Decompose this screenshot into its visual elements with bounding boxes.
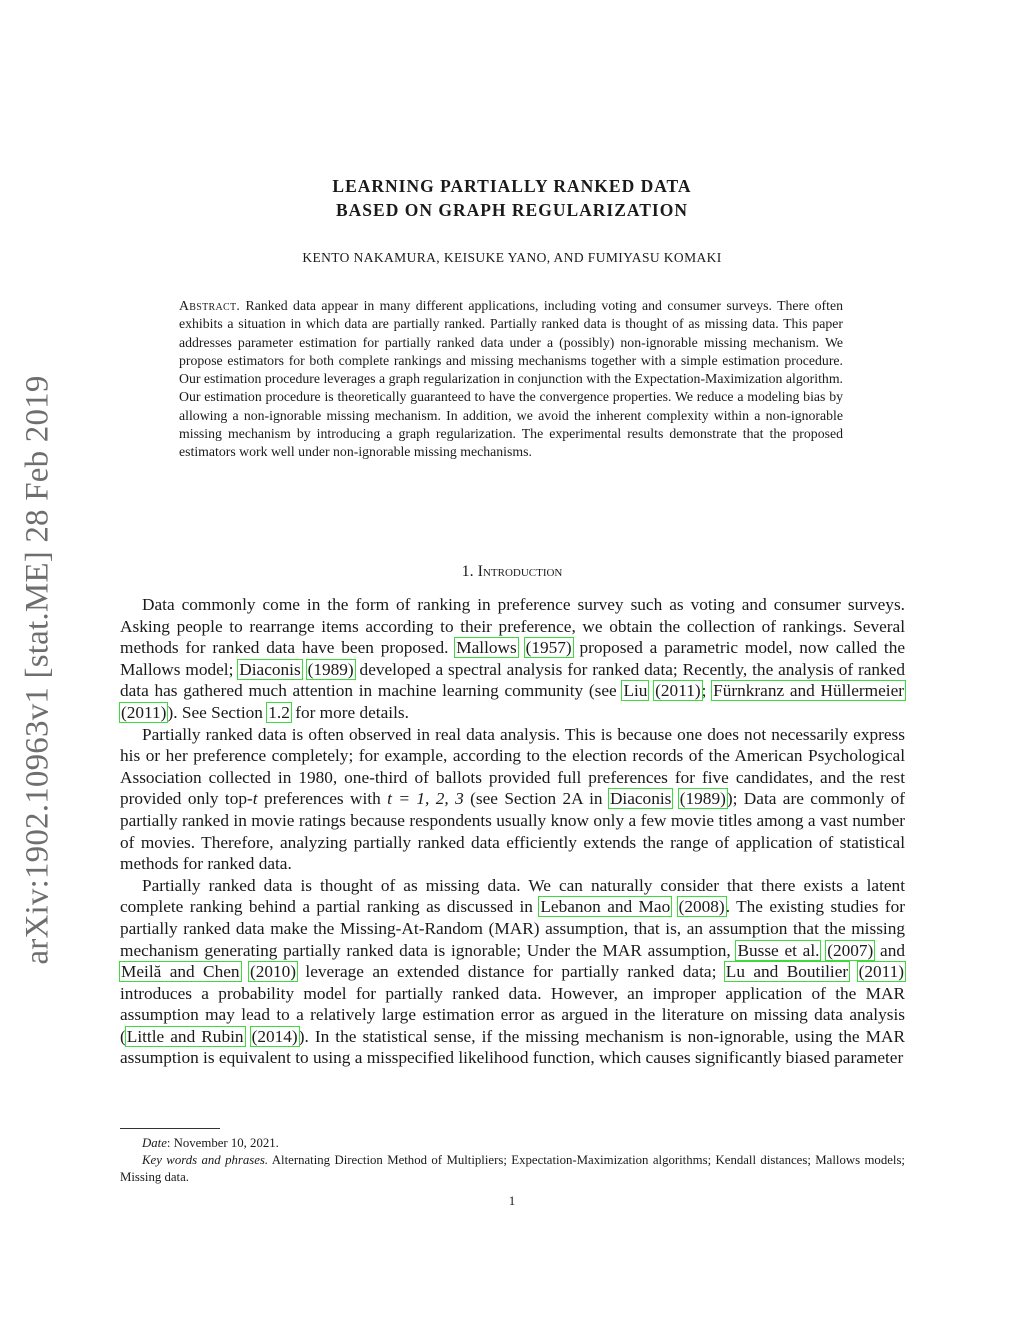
citation-link[interactable]: Lu and Boutilier xyxy=(725,962,849,982)
citation-link[interactable]: Diaconis xyxy=(239,659,301,679)
text-run: ); Data are commonly of partially ranked in movie ratings because respondents usually know only a few movie titles among a vast number of movies. Therefore, analyzing partially ranked data efficiently extends the range of application of statistical methods for ranked data. xyxy=(120,789,905,874)
math-variable: t xyxy=(252,789,258,809)
text-run: preferences with xyxy=(257,789,388,809)
text-run: developed a spectral analysis for ranked data; Recently, the analysis of ranked data has gathered much attention in machine learning community (see xyxy=(120,659,905,701)
footnote-date xyxy=(120,1135,905,1152)
citation-year-link[interactable]: (1989) xyxy=(307,659,354,679)
citation-year-link[interactable]: (2014) xyxy=(251,1026,298,1046)
text-run: introduces a probability model for partially ranked data. However, an improper application of the MAR assumption may lead to a relatively large estimation error as argued in the literature on missing data analysis ( xyxy=(120,983,905,1046)
citation-year-link[interactable]: (2011) xyxy=(655,681,701,701)
author-list: KENTO NAKAMURA, KEISUKE YANO, AND FUMIYASU KOMAKI xyxy=(302,250,722,265)
text-run: (see Section 2A in xyxy=(463,789,609,809)
keywords-label: Key words and phrases. xyxy=(142,1153,269,1167)
keywords-value: Alternating Direction Method of Multipliers; Expectation-Maximization algorithms; Kendall distances; Mallows models; Missing data. xyxy=(120,1153,905,1184)
citation-year-link[interactable]: (2010) xyxy=(249,962,297,982)
text-run: ). In the statistical sense, if the missing mechanism is non-ignorable, using the MAR assumption is equivalent to using a misspecified likelihood function, which causes significantly biased parameter xyxy=(120,1026,905,1068)
text-run: Partially ranked data is thought of as missing data. We can naturally consider that there exists a latent complete ranking behind a partial ranking as discussed in xyxy=(120,875,905,917)
citation-link[interactable]: Lebanon and Mao xyxy=(540,897,671,917)
date-label: Date xyxy=(142,1136,167,1150)
citation-link[interactable]: Meilă and Chen xyxy=(121,962,240,982)
section-title: Introduction xyxy=(477,563,563,580)
math-equation: t = 1, 2, 3 xyxy=(387,789,464,809)
footnote-keywords xyxy=(120,1152,905,1186)
paragraph-1 xyxy=(120,594,905,724)
citation-year-link[interactable]: (2011) xyxy=(121,702,167,722)
citation-year-link[interactable]: (2008) xyxy=(678,897,725,917)
date-value: : November 10, 2021. xyxy=(166,1136,279,1150)
text-run: and xyxy=(874,940,905,960)
abstract xyxy=(179,297,843,462)
paper-title xyxy=(120,174,904,222)
citation-link[interactable]: Fürnkranz and Hüllermeier xyxy=(713,681,904,701)
abstract-label: Abstract. xyxy=(179,298,241,313)
citation-link[interactable]: Little and Rubin xyxy=(126,1026,244,1046)
section-number: 1. xyxy=(461,563,474,580)
text-run: proposed a parametric model, now called the Mallows model; xyxy=(120,638,906,679)
text-run: Data commonly come in the form of ranking in preference survey such as voting and consumer surveys. Asking people to rearrange items according to their preference, we obtain the collection of rankings. Several methods for ranked data have been proposed. xyxy=(120,595,905,658)
text-run: ). See Section xyxy=(167,702,268,722)
arxiv-identifier: arXiv:1902.10963v1 [stat.ME] 28 Feb 2019 xyxy=(19,375,56,965)
page-number: 1 xyxy=(508,1193,516,1208)
citation-link[interactable]: Liu xyxy=(623,681,648,701)
paragraph-3 xyxy=(120,875,905,1069)
paragraph-2 xyxy=(120,724,905,875)
citation-link[interactable]: Diaconis xyxy=(609,789,672,809)
citation-year-link[interactable]: (2007) xyxy=(827,940,874,960)
body-text xyxy=(120,594,905,1069)
text-run: . The existing studies for partially ranked data make the Missing-At-Random (MAR) assumption, that is, an assumption that the missing mechanism generating partially ranked data is ignorable; Under the MAR assumption, xyxy=(120,897,905,960)
section-heading xyxy=(120,563,904,581)
arxiv-sidebar xyxy=(14,350,62,990)
footnote-divider xyxy=(120,1128,220,1129)
citation-year-link[interactable]: (1957) xyxy=(525,638,572,658)
abstract-text: Ranked data appear in many different applications, including voting and consumer surveys. There often exhibits a situation in which data are partially ranked. Partially ranked data is thought of as missing data. This paper addresses parameter estimation for partially ranked data under a (possibly) non-ignorable missing mechanism. We propose estimators for both complete rankings and missing mechanisms together with a simple estimation procedure. Our estimation procedure leverages a graph regularization in conjunction with the Expectation-Maximization algorithm. Our estimation procedure is theoretically guaranteed to have the convergence properties. We reduce a modeling bias by allowing a non-ignorable missing mechanism. In addition, we avoid the inherent complexity within a non-ignorable missing mechanism by introducing a graph regularization. The experimental results demonstrate that the proposed estimators work well under non-ignorable missing mechanisms. xyxy=(179,298,843,460)
citation-year-link[interactable]: (2011) xyxy=(858,962,904,982)
citation-year-link[interactable]: (1989) xyxy=(679,789,726,809)
footnotes xyxy=(120,1135,905,1186)
text-run: leverage an extended distance for partially ranked data; xyxy=(297,962,725,982)
section-ref-link[interactable]: 1.2 xyxy=(268,702,290,722)
title-line-1: LEARNING PARTIALLY RANKED DATA xyxy=(332,176,692,196)
citation-link[interactable]: Busse et al. xyxy=(737,940,820,960)
text-run: ; xyxy=(701,681,713,701)
text-run: for more details. xyxy=(290,702,409,722)
citation-link[interactable]: Mallows xyxy=(456,638,517,658)
title-line-2: BASED ON GRAPH REGULARIZATION xyxy=(336,200,688,220)
text-run: Partially ranked data is often observed in real data analysis. This is because one does not necessarily express his or her preference completely; for example, according to the election records of the American Psychological Association collected in 1980, one-third of ballots provided full preferences for five candidates, and the rest provided only top- xyxy=(120,724,905,809)
